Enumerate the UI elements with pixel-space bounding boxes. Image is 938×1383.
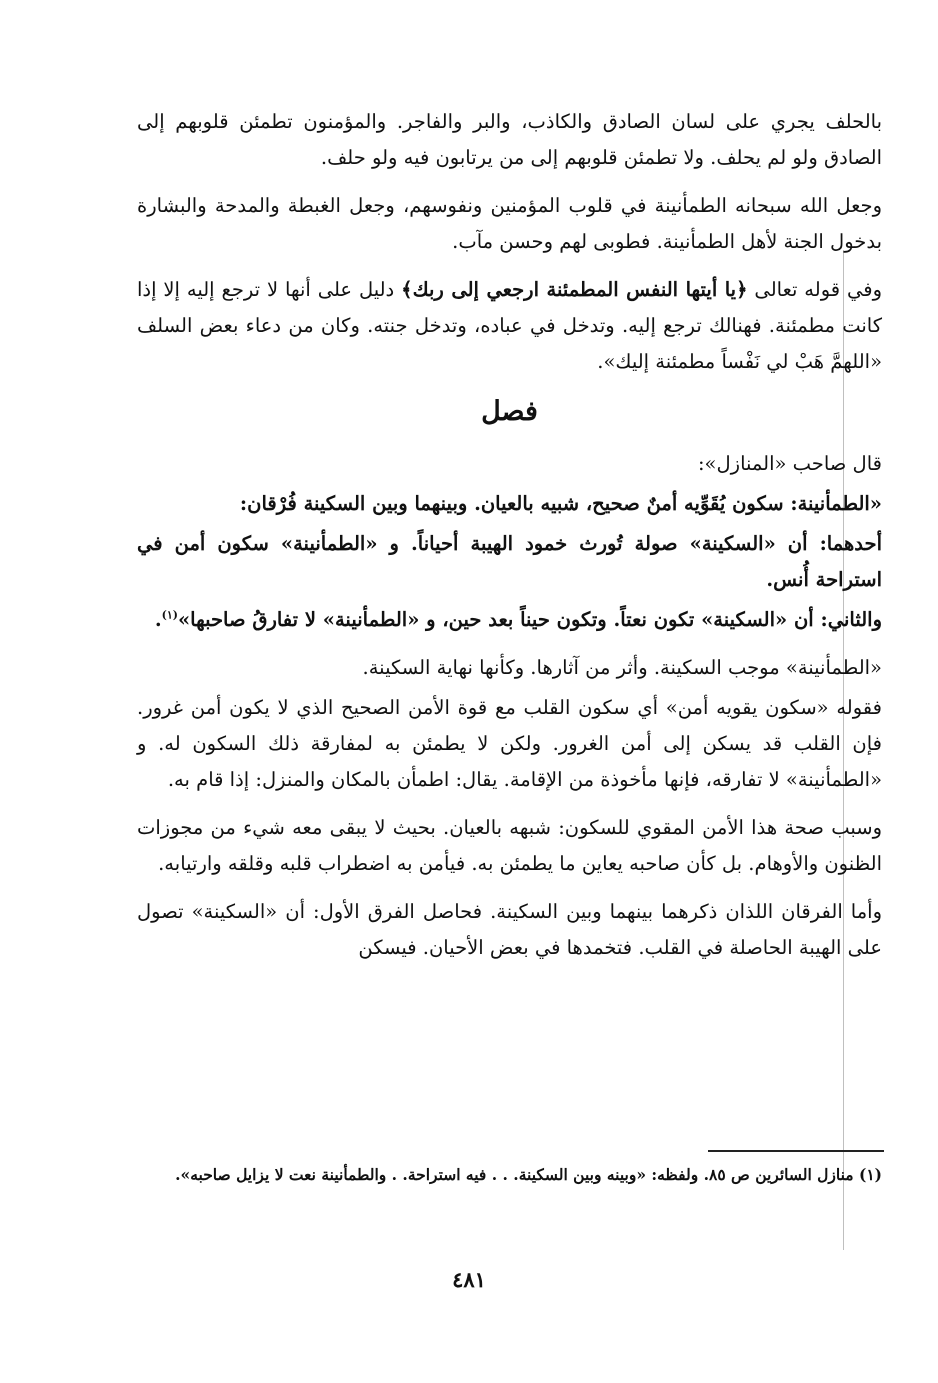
footnote: (١) منازل السائرين ص ٨٥. ولفظه: «وبينه وبين السكينة. . . فيه استراحة. . والطمأنينة نعت لا يزايل صاحبه». [175, 1165, 882, 1184]
quote-second-difference [137, 602, 882, 638]
full-stop: . [154, 608, 162, 631]
quote-main: «الطمأنينة: سكون يُقَوِّيه أمنٌ صحيح، شبيه بالعيان. وبينهما وبين السكينة فُرْقان: [239, 492, 882, 515]
verse-intro: وفي قوله تعالى [747, 278, 882, 301]
footnote-divider [708, 1150, 884, 1152]
main-text [137, 104, 882, 978]
quote-intro: قال صاحب «المنازل»: [697, 452, 882, 475]
paragraph-explanation: فقوله «سكون يقويه أمن» أي سكون القلب مع قوة الأمن الصحيح الذي لا يكون أمن غرور. فإن القلب قد يسكن إلى أمن الغرور. ولكن لا يطمئن به لمفارقة ذلك السكون له. و «الطمأنينة» لا تفارقه، فإنها مأخوذة من الإقامة. يقال: اطمأن بالمكان والمنزل: إذا قام به. [137, 696, 882, 791]
quran-verse: ﴿يا أيتها النفس المطمئنة ارجعي إلى ربك﴾ [401, 278, 748, 301]
quote-second-text: والثاني: أن «السكينة» تكون نعتاً. وتكون حيناً بعد حين، و «الطمأنينة» لا تفارقُ صاحبها» [177, 608, 882, 631]
paragraph-oath: بالحلف يجري على لسان الصادق والكاذب، والبر والفاجر. والمؤمنون تطمئن قلوبهم إلى الصادق ولو لم يحلف. ولا تطمئن قلوبهم إلى من يرتابون فيه ولو حلف. [137, 110, 882, 169]
paragraph-cause: وسبب صحة هذا الأمن المقوي للسكون: شبهه بالعيان. بحيث لا يبقى معه شيء من مجوزات الظنون والأوهام. بل كأن صاحبه يعاين ما يطمئن به. فيأمن به اضطراب قلبه وقلقه وارتيابه. [137, 816, 882, 875]
paragraph-effect: «الطمأنينة» موجب السكينة. وأثر من آثارها. وكأنها نهاية السكينة. [362, 656, 882, 679]
paragraph-verse [137, 272, 882, 380]
page-number: ٤٨١ [452, 1267, 486, 1292]
paragraph-differences: وأما الفرقان اللذان ذكرهما بينهما وبين السكينة. فحاصل الفرق الأول: أن «السكينة» تصول على الهيبة الحاصلة في القلب. فتخمدها في بعض الأحيان. فيسكن [137, 900, 882, 959]
paragraph-tranquility: وجعل الله سبحانه الطمأنينة في قلوب المؤمنين ونفوسهم، وجعل الغبطة والمدحة والبشارة بدخول الجنة لأهل الطمأنينة. فطوبى لهم وحسن مآب. [137, 194, 882, 253]
section-heading: فصل [481, 396, 538, 427]
footnote-reference: (١) [161, 608, 178, 622]
verse-commentary: دليل على أنها لا ترجع إليه إلا إذا كانت مطمئنة. فهنالك ترجع إليه. وتدخل في عباده، وتدخل جنته. وكان من دعاء بعض السلف «اللهمَّ هَبْ لي نَفْساً مطمئنة إليك». [137, 278, 882, 373]
quote-first-difference: أحدهما: أن «السكينة» صولة تُورث خمود الهيبة أحياناً. و «الطمأنينة» سكون أمن في استراحة أُنس. [137, 532, 882, 591]
